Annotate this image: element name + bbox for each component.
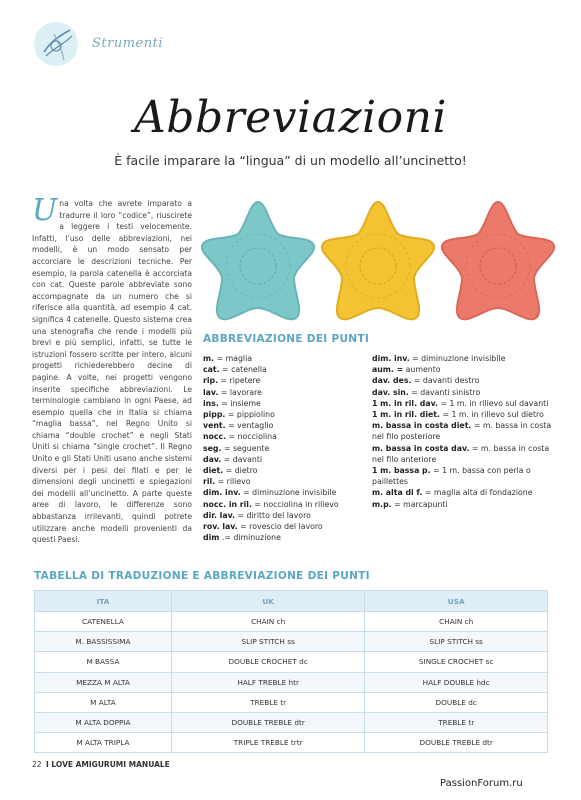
abbreviation-meaning: = m. bassa in costa nel filo posteriore xyxy=(372,421,552,442)
abbreviation-meaning: = nocciolina in rilievo xyxy=(251,499,339,509)
abbreviation-entry xyxy=(203,420,363,431)
abbreviation-term: dav. xyxy=(203,454,222,464)
table-row xyxy=(35,632,548,652)
star-coral xyxy=(442,202,554,319)
cell-ita: CATENELLA xyxy=(35,612,172,632)
cell-usa: DOUBLE dc xyxy=(365,692,548,712)
abbreviation-meaning: = seguente xyxy=(221,443,270,453)
abbreviation-meaning: = maglia alta di fondazione xyxy=(422,488,533,498)
page-subtitle: È facile imparare la “lingua” di un modello all’uncinetto! xyxy=(114,153,467,168)
abbreviation-entry xyxy=(203,510,363,521)
abbreviation-term: m.p. xyxy=(372,499,392,509)
abbreviation-term: 1 m. in ril. diet. xyxy=(372,410,440,420)
abbreviation-meaning: = rovescio del lavoro xyxy=(237,522,323,532)
abbreviation-meaning: aumento xyxy=(403,365,441,375)
abbreviation-term: lav. xyxy=(203,387,219,397)
table-row xyxy=(35,692,548,712)
abbreviations-right-list xyxy=(372,353,552,510)
cell-uk: CHAIN ch xyxy=(171,612,365,632)
intro-text xyxy=(32,193,192,546)
page-number: 22 xyxy=(32,760,42,769)
abbreviations-left-list xyxy=(203,353,363,543)
abbreviation-meaning: = 1 m. bassa con perla o paillettes xyxy=(372,466,531,487)
cell-uk: HALF TREBLE htr xyxy=(171,672,365,692)
cell-ita: M ALTA TRIPLA xyxy=(35,733,172,753)
abbreviation-term: 1 m. bassa p. xyxy=(372,466,431,476)
abbreviation-term: nocc. xyxy=(203,432,227,442)
table-row xyxy=(35,652,548,672)
abbreviation-term: aum. = xyxy=(372,365,404,375)
abbreviation-meaning: = diminuzione invisibile xyxy=(240,488,337,498)
table-row xyxy=(35,612,548,632)
cell-usa: HALF DOUBLE hdc xyxy=(365,672,548,692)
table-row xyxy=(35,672,548,692)
magazine-title: I LOVE AMIGURUMI MANUALE xyxy=(46,760,170,769)
abbreviation-entry xyxy=(203,387,363,398)
abbreviation-entry xyxy=(203,521,363,532)
abbreviation-entry xyxy=(372,420,552,442)
abbreviation-entry xyxy=(203,487,363,498)
abbreviation-term: rip. xyxy=(203,376,219,386)
abbreviation-meaning: = marcapunti xyxy=(391,499,448,509)
abbreviation-term: dim xyxy=(203,533,220,543)
table-row xyxy=(35,712,548,732)
cell-uk: DOUBLE TREBLE dtr xyxy=(171,712,365,732)
abbreviation-meaning: = catenella xyxy=(219,365,267,375)
abbreviation-meaning: = maglia xyxy=(214,354,253,363)
abbreviation-entry xyxy=(203,364,363,375)
abbreviation-entry xyxy=(372,364,552,375)
cell-ita: M ALTA DOPPIA xyxy=(35,712,172,732)
page-title: Abbreviazioni xyxy=(134,92,447,143)
abbreviation-entry xyxy=(372,443,552,465)
abbreviation-entry xyxy=(372,499,552,510)
cell-usa: SINGLE CROCHET sc xyxy=(365,652,548,672)
abbreviation-meaning: = dietro xyxy=(223,466,258,476)
column-header-ita: ITA xyxy=(35,591,172,612)
abbreviation-meaning: = davanti xyxy=(221,454,263,464)
cell-usa: CHAIN ch xyxy=(365,612,548,632)
abbreviation-meaning: = davanti sinistro xyxy=(408,387,481,397)
section-label: Strumenti xyxy=(92,36,163,51)
abbreviation-entry xyxy=(203,443,363,454)
cell-ita: M ALTA xyxy=(35,692,172,712)
cell-uk: TRIPLE TREBLE trtr xyxy=(171,733,365,753)
abbreviation-entry xyxy=(372,398,552,409)
cell-ita: M BASSA xyxy=(35,652,172,672)
abbreviation-term: cat. xyxy=(203,365,220,375)
abbreviation-entry xyxy=(203,431,363,442)
cell-usa: DOUBLE TREBLE dtr xyxy=(365,733,548,753)
abbreviation-term: dim. inv. xyxy=(203,488,241,498)
abbreviation-entry xyxy=(203,465,363,476)
watermark: PassionForum.ru xyxy=(440,778,523,789)
cell-ita: M. BASSISSIMA xyxy=(35,632,172,652)
abbreviation-meaning: = ripetere xyxy=(218,376,261,386)
abbreviation-entry xyxy=(372,487,552,498)
cell-ita: MEZZA M ALTA xyxy=(35,672,172,692)
abbreviation-term: m. alta di f. xyxy=(372,488,423,498)
star-blue xyxy=(202,202,314,319)
column-header-uk: UK xyxy=(171,591,365,612)
abbreviation-term: pipp. xyxy=(203,410,226,420)
abbreviation-meaning: = insieme xyxy=(218,398,261,408)
abbreviation-term: dav. sin. xyxy=(372,387,409,397)
abbreviation-meaning: = pippiolino xyxy=(225,410,275,420)
abbreviation-entry xyxy=(372,465,552,487)
abbreviation-term: 1 m. in ril. dav. xyxy=(372,398,438,408)
abbreviation-entry xyxy=(203,375,363,386)
abbreviation-entry xyxy=(372,409,552,420)
abbreviation-entry xyxy=(203,476,363,487)
abbreviation-meaning: = ventaglio xyxy=(225,421,274,431)
abbreviation-meaning: = davanti destro xyxy=(411,376,480,386)
abbreviation-term: m. xyxy=(203,354,215,363)
abbreviation-entry xyxy=(372,387,552,398)
abbreviation-meaning: = nocciolina xyxy=(226,432,277,442)
abbreviation-term: dir. lav. xyxy=(203,510,236,520)
table-row xyxy=(35,733,548,753)
abbreviation-meaning: = m. bassa in costa nel filo anteriore xyxy=(372,443,550,464)
cell-uk: DOUBLE CROCHET dc xyxy=(171,652,365,672)
abbreviation-term: nocc. in ril. xyxy=(203,499,252,509)
abbreviation-term: ins. xyxy=(203,398,219,408)
section-logo xyxy=(34,22,78,66)
abbreviation-meaning: = lavorare xyxy=(218,387,262,397)
abbreviation-entry xyxy=(203,353,363,364)
translation-table xyxy=(34,590,548,753)
cell-usa: TREBLE tr xyxy=(365,712,548,732)
cell-uk: TREBLE tr xyxy=(171,692,365,712)
abbreviation-meaning: = diritto del lavoro xyxy=(235,510,311,520)
abbreviation-meaning: = 1 m. in rilievo sul davanti xyxy=(438,398,549,408)
abbreviation-term: seg. xyxy=(203,443,222,453)
abbreviation-term: dav. des. xyxy=(372,376,412,386)
abbreviation-meaning: = 1 m. in rilievo sul dietro xyxy=(439,410,544,420)
abbreviation-term: dim. inv. xyxy=(372,354,410,363)
translation-table-heading: TABELLA DI TRADUZIONE E ABBREVIAZIONE DEI PUNTI xyxy=(34,570,370,582)
star-yellow xyxy=(322,202,434,319)
abbreviation-meaning: = rilievo xyxy=(215,477,251,487)
cell-uk: SLIP STITCH ss xyxy=(171,632,365,652)
crochet-hook-icon xyxy=(34,22,78,66)
abbreviation-entry xyxy=(203,409,363,420)
abbreviation-term: rov. lav. xyxy=(203,522,238,532)
column-header-usa: USA xyxy=(365,591,548,612)
abbreviation-entry xyxy=(203,454,363,465)
abbreviation-entry xyxy=(372,375,552,386)
abbreviation-meaning: = diminuzione invisibile xyxy=(409,354,506,363)
abbreviation-meaning: .= diminuzione xyxy=(219,533,281,543)
abbreviation-term: m. bassa in costa dav. xyxy=(372,443,470,453)
intro-paragraph: na volta che avrete imparato a tradurre il loro “codice”, riuscirete a leggere i testi velocemente. Infatti, l’uso delle abbreviazioni, nei modelli, è un modo sensato per accorciare le descrizioni tecniche. Per esempio, la parola catenella è accorciata con cat. Queste parole abbreviate sono accompagnate da un numero che si riferisce alla quantità, ad esempio 4 cat. significa 4 catenelle. Questo sistema crea una stenografia che rende i modelli più brevi e più semplici, infatti, se tutte le istruzioni fossero scritte per intero, alcuni progetti richiederebbero decine di pagine. A volte, nei progetti vengono inserite specifiche abbreviazioni. Le terminologie cambiano in ogni Paese, ad esempio quella che in Italia si chiama “maglia bassa”, nel Regno Unito si chiama “double crochet” e negli Stati Uniti si chiama “single crochet”. Il Regno Unito e gli Stati Uniti usano anche sistemi diversi per i pesi dei filati e per le dimensioni degli uncinetti e spiegazioni dei modelli all’uncinetto. A parte queste aree di lavoro, le differenze sono abbastanza irrilevanti, quindi potrete utilizzare anche modelli provenienti da questi Paesi. xyxy=(32,199,192,545)
abbreviation-entry xyxy=(203,398,363,409)
drop-cap: U xyxy=(32,193,58,228)
crochet-stars-image xyxy=(200,196,560,326)
abbreviation-term: m. bassa in costa diet. xyxy=(372,421,472,431)
abbreviation-term: diet. xyxy=(203,466,224,476)
abbreviation-entry xyxy=(203,532,363,543)
cell-usa: SLIP STITCH ss xyxy=(365,632,548,652)
abbreviations-heading: ABBREVIAZIONE DEI PUNTI xyxy=(203,333,370,345)
abbreviation-term: vent. xyxy=(203,421,226,431)
abbreviation-entry xyxy=(203,499,363,510)
abbreviation-term: ril. xyxy=(203,477,216,487)
abbreviation-entry xyxy=(372,353,552,364)
